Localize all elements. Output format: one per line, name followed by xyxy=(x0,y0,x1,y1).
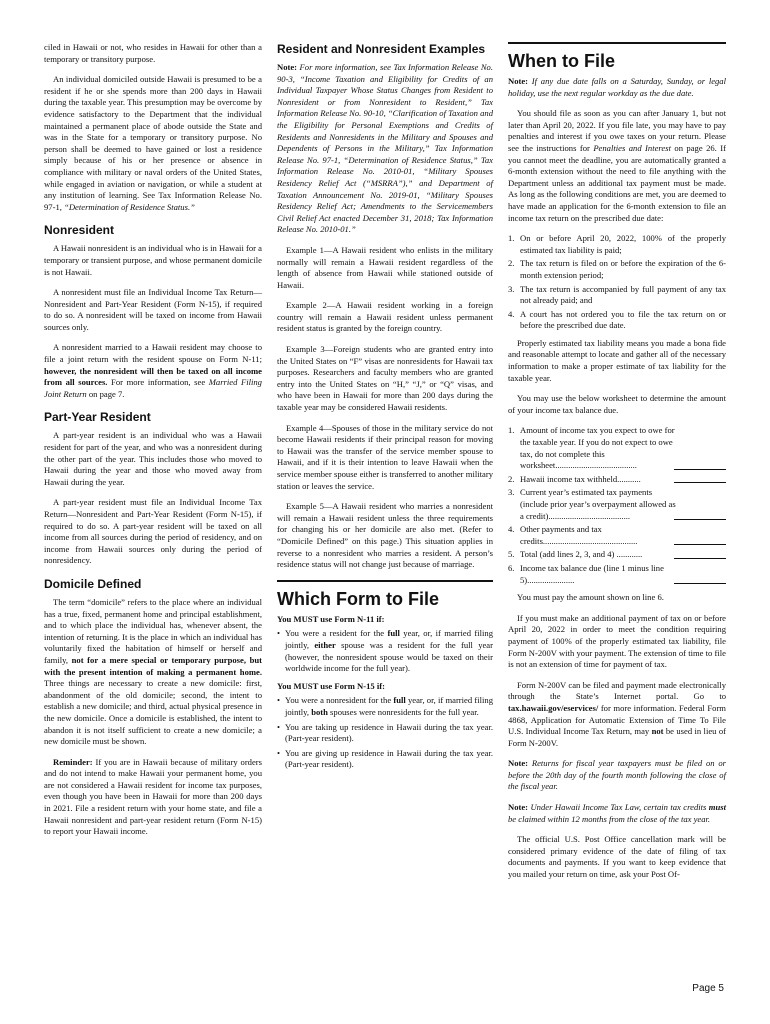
paragraph-part-year-2: A part-year resident must file an Individual Income Tax Return—Nonresident and Part-Year Resident (Form N-15), if required to do so. A part-year resident will be taxed on all income from all sources during the period of residency, and on income from Hawaii sources only during the period of nonresidency. xyxy=(44,497,262,566)
worksheet-line: 4. Other payments and tax credits............................................ xyxy=(508,524,726,547)
note-fiscal-year: Note: Returns for fiscal year taxpayers must be filed on or before the 20th day of the fourth month following the close of the fiscal year. xyxy=(508,758,726,792)
page-number: Page 5 xyxy=(692,983,724,994)
worksheet-blank-field[interactable] xyxy=(674,519,726,520)
paragraph-nonresident-3: A nonresident married to a Hawaii resident may choose to file a joint return with the resident spouse on Form N-11; however, the nonresident will then be taxed on all income from all sources. For more information, see Married Filing Joint Return on page 7. xyxy=(44,342,262,399)
heading-when-to-file: When to File xyxy=(508,51,615,71)
example-1: Example 1—A Hawaii resident who enlists in the military normally will remain a Hawaii resident regardless of the length of absence from Hawaii while stationed outside of Hawaii. xyxy=(277,244,493,290)
list-item: 3. The tax return is accompanied by full payment of any tax not already paid; and xyxy=(508,283,726,306)
worksheet-balance-due xyxy=(508,425,726,586)
paragraph-intro: ciled in Hawaii or not, who resides in Hawaii for other than a temporary or transitory purpose. xyxy=(44,42,262,64)
paragraph-part-year-1: A part-year resident is an individual who was a Hawaii resident for part of the year, and who was a nonresident during the other part of the year. This includes those who moved to Hawaii during the year and those who moved away from Hawaii during the year. xyxy=(44,430,262,487)
column-left xyxy=(44,42,262,847)
paragraph-properly-estimated: Properly estimated tax liability means you made a bona fide and reasonable attempt to locate and gather all of the necessary information to make a proper estimate of tax liability for the taxable year. xyxy=(508,337,726,383)
list-item: • You were a resident for the full year, or, if married filing jointly, either spouse was a resident for the full year (however, the nonresident spouse would be taxed on their worldwide income for the full year). xyxy=(277,628,493,674)
worksheet-blank-field[interactable] xyxy=(674,544,726,545)
list-item: 2. The tax return is filed on or before the expiration of the 6-month extension period; xyxy=(508,258,726,280)
worksheet-blank-field[interactable] xyxy=(674,558,726,559)
note-more-information: Note: For more information, see Tax Information Release No. 90-3, “Income Taxation and Eligibility for Credits of an Individual Taxpayer Whose Status Changes from Resident to Nonresident or from Nonresident to Resident,” Tax Information Release No. 90-10, “Clarification of Taxation and the Eligibility for Personal Exemptions and Credits of Residents and Nonresidents in the Military and Spouses and Dependents of Persons in the Military,” Tax Information Release No. 97-1, “Determination of Residence Status,” Tax Information Release No. 2010-01, “Military Spouses Residency Relief Act (“MSRRA”),” and Department of Taxation Announcement No. 2019-01, “Military Spouses Residency Relief Act; Amendments to the Servicemembers Civil Relief Act enacted December 31, 2018; Tax Information Release No. 2010-01.” xyxy=(277,62,493,235)
list-n11-conditions xyxy=(277,628,493,674)
heading-resident-nonresident-examples: Resident and Nonresident Examples xyxy=(277,42,486,56)
list-n15-conditions xyxy=(277,695,493,771)
worksheet-line: 6. Income tax balance due (line 1 minus line 5)...................... xyxy=(508,563,726,586)
heading-nonresident: Nonresident xyxy=(44,223,115,238)
paragraph-post-office: The official U.S. Post Office cancellation mark will be considered primary evidence of the date of filing of tax documents and payments. If you want to keep evidence that you mailed your return on time, ask your Post Of- xyxy=(508,834,726,880)
paragraph-domicile: The term “domicile” refers to the place where an individual has a true, fixed, permanent home and principal establishment, and to which place the individual has, whenever absent, the intention of returning. It is the place in which an individual has voluntarily fixed the habitation of himself or herself and family, not for a mere special or temporary purpose, but with the present intention of making a permanent home. Three things are necessary to create a new domicile: first, abandonment of the old domicile; second, the intent to establish a new domicile; and third, actual physical presence in the new domicile. Once a domicile is established, the intent to abandon it is not itself sufficient to create a new domicile; a new domicile must be shown. xyxy=(44,596,262,747)
example-4: Example 4—Spouses of those in the military service do not become Hawaii residents if their principal reason for moving to Hawaii was the transfer of the service member spouse to Hawaii, and if it is their intention to leave Hawaii when the service member spouse either is transferred to another military station or leaves the service. xyxy=(277,422,493,491)
example-3: Example 3—Foreign students who are granted entry into the United States on “F” visas are nonresidents for Hawaii tax purposes. Researchers and faculty members who are granted entry into the United States on “H,” “J,” or “Q” visas, and who have been in Hawaii for more than 200 days during the taxable year may be considered Hawaii residents. xyxy=(277,344,493,413)
list-extension-conditions xyxy=(508,233,726,332)
heading-which-form-to-file: Which Form to File xyxy=(277,588,439,609)
column-middle xyxy=(277,42,493,777)
section-divider xyxy=(277,580,493,582)
note-tax-credits: Note: Under Hawaii Income Tax Law, certain tax credits must be claimed within 12 months from the close of the tax year. xyxy=(508,802,726,824)
paragraph-nonresident-1: A Hawaii nonresident is an individual who is in Hawaii for a temporary or transient purpose, and whose permanent domicile is not Hawaii. xyxy=(44,243,262,277)
list-item: • You are taking up residence in Hawaii during the tax year. (Part-year resident). xyxy=(277,722,493,745)
example-2: Example 2—A Hawaii resident working in a foreign country will remain a Hawaii resident unless permanent resident status is granted by the foreign country. xyxy=(277,300,493,334)
list-item: • You were a nonresident for the full year, or, if married filing jointly, both spouses were nonresidents for the full year. xyxy=(277,695,493,718)
paragraph-worksheet-intro: You may use the below worksheet to determine the amount of your income tax balance due. xyxy=(508,393,726,415)
heading-part-year-resident: Part-Year Resident xyxy=(44,410,151,425)
example-5: Example 5—A Hawaii resident who marries a nonresident will remain a Hawaii resident unless the three requirements for changing his or her domicile are also met. (Refer to “Domicile Defined” on this page.) This situation applies in reverse to a nonresident who marries a resident. A person’s residence status will not change just because of marriage. xyxy=(277,501,493,570)
paragraph-reminder: Reminder: If you are in Hawaii because of military orders and do not intend to make Hawaii your permanent home, you are not considered a Hawaii resident for income tax purposes, even though you have been in Hawaii for more than 200 days in 2021. File a resident return with your home state, and file a Hawaii nonresident and part-year resident return (Form N-15) to report your Hawaii income. xyxy=(44,756,262,837)
paragraph-file-deadline: You should file as soon as you can after January 1, but not later than April 20, 2022. If you file late, you may have to pay penalties and interest if you owe taxes on your return. Please see the instructions for Penalties and Interest on page 26. If you cannot meet the deadline, you are automatically granted a 6-month extension without the need to file anything with the Department unless an additional tax payment must be made. As long as the following conditions are met, you are deemed to have made an application for the 6-month extension to file an income tax return on the prescribed due date: xyxy=(508,108,726,223)
worksheet-blank-field[interactable] xyxy=(674,482,726,483)
list-item: 4. A court has not ordered you to file the tax return on or before the prescribed due date. xyxy=(508,308,726,331)
note-due-date: Note: If any due date falls on a Saturday, Sunday, or legal holiday, use the next regular workday as the due date. xyxy=(508,76,726,98)
worksheet-line: 5. Total (add lines 2, 3, and 4) ............ xyxy=(508,549,726,561)
paragraph-additional-payment: If you must make an additional payment of tax on or before April 20, 2022 in order to meet the condition requiring payment of 100% of the properly estimated tax liability, file Form N-200V with your payment. The extension of time to file is not an extension of time for payment of tax. xyxy=(508,612,726,670)
worksheet-line: 2. Hawaii income tax withheld........... xyxy=(508,474,726,486)
paragraph-pay-line-6: You must pay the amount shown on line 6. xyxy=(517,592,664,603)
paragraph-domiciled-outside: An individual domiciled outside Hawaii is presumed to be a resident if he or she spends more than 200 days in Hawaii during the taxable year. This presumption may be overcome by evidence satisfactory to the Department that the individual maintained a permanent place of abode outside the State and was in the State for a temporary or transitory purpose. No person shall be deemed to have gained or lost a residence simply because of his or her presence or absence in compliance with military or naval orders of the United States, while engaged in aviation or navigation, or while a student at any institution of learning. See Tax Information Release No. 97-1, “Determination of Residence Status.” xyxy=(44,74,262,212)
section-divider xyxy=(508,42,726,44)
paragraph-nonresident-2: A nonresident must file an Individual Income Tax Return—Nonresident and Part-Year Resident (Form N-15), if required to do so. A nonresident will be taxed on income from Hawaii sources only. xyxy=(44,287,262,332)
label-must-use-n15: You MUST use Form N-15 if: xyxy=(277,680,385,691)
worksheet-line: 3. Current year’s estimated tax payments (include prior year’s overpayment allowed as a credit)...................................... xyxy=(508,487,726,522)
paragraph-n200v: Form N-200V can be filed and payment made electronically through the State’s Internet portal. Go to tax.hawaii.gov/eservices/ for more information. Federal Form 4868, Application for Automatic Extension of Time To File U.S. Individual Income Tax Return, may not be used in lieu of Form N-200V. xyxy=(508,679,726,748)
label-must-use-n11: You MUST use Form N-11 if: xyxy=(277,613,385,624)
list-item: 1. On or before April 20, 2022, 100% of the properly estimated tax liability is paid; xyxy=(508,233,726,255)
worksheet-line: 1. Amount of income tax you expect to owe for the taxable year. If you do not expect to owe tax, do not complete this worksheet...................................... xyxy=(508,425,726,471)
worksheet-blank-field[interactable] xyxy=(674,583,726,584)
heading-domicile-defined: Domicile Defined xyxy=(44,576,142,591)
worksheet-blank-field[interactable] xyxy=(674,469,726,470)
column-right xyxy=(508,42,726,890)
list-item: • You are giving up residence in Hawaii during the tax year. (Part-year resident). xyxy=(277,748,493,771)
